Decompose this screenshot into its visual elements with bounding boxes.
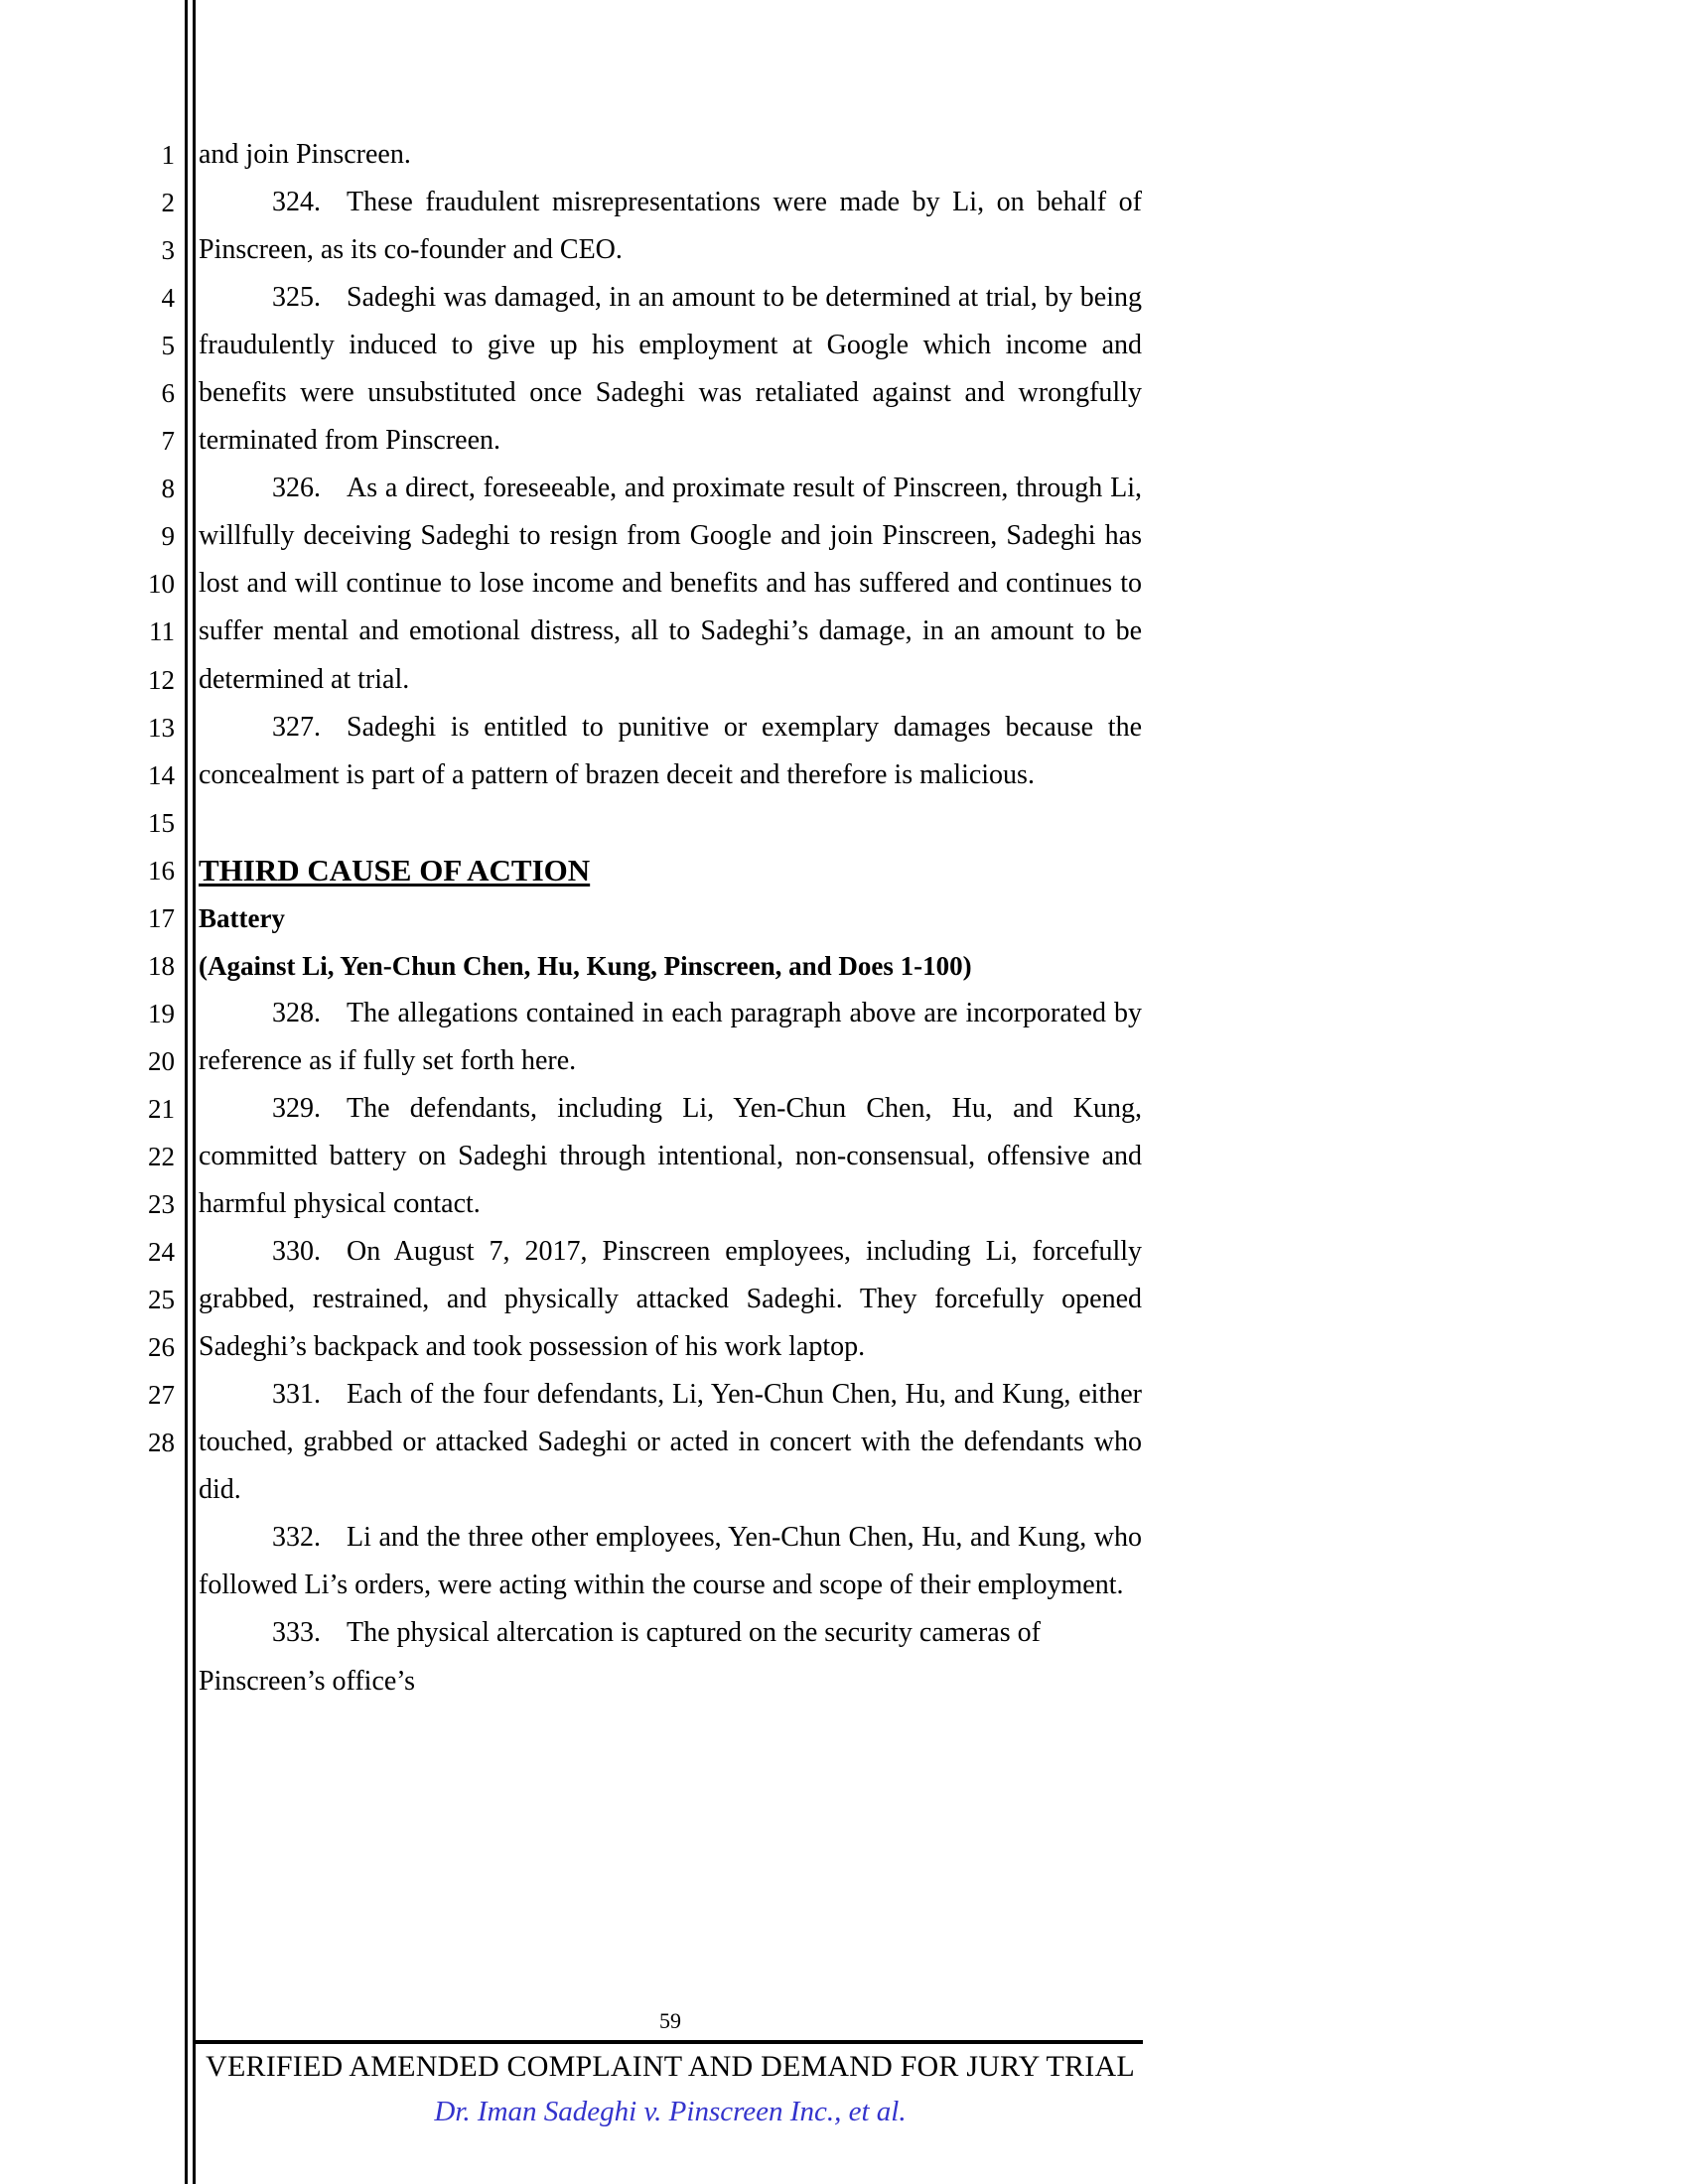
line-number-column (119, 131, 175, 1466)
line-number: 17 (148, 902, 175, 933)
paragraph-331 (199, 1371, 1142, 1514)
paragraph-number: 329. (272, 1092, 321, 1124)
line-number: 11 (149, 616, 175, 647)
line-number: 14 (148, 759, 175, 790)
line-number: 22 (148, 1141, 175, 1171)
line-number: 9 (161, 521, 175, 552)
line-number: 10 (148, 569, 175, 600)
paragraph-number: 331. (272, 1379, 321, 1411)
line-number: 12 (148, 664, 175, 695)
line-number: 3 (161, 235, 175, 266)
paragraph-text: Sadeghi is entitled to punitive or exemplary damages because the concealment is part of a pattern of brazen deceit and therefore is malicious. (199, 711, 1142, 790)
paragraph-text: Li and the three other employees, Yen-Chun Chen, Hu, and Kung, who followed Li’s orders, were acting within the course and scope of their employment. (199, 1522, 1142, 1601)
cause-of-action-subtitle: Battery (199, 902, 285, 933)
line-number: 28 (148, 1428, 175, 1458)
margin-rule-outer (185, 0, 188, 2184)
paragraph-number: 324. (272, 187, 321, 218)
cause-of-action-parties: (Against Li, Yen-Chun Chen, Hu, Kung, Pinscreen, and Does 1-100) (199, 950, 972, 981)
paragraph-text: These fraudulent misrepresentations were made by Li, on behalf of Pinscreen, as its co-founder and CEO. (199, 187, 1142, 266)
line-number: 8 (161, 474, 175, 504)
paragraph-text: Sadeghi was damaged, in an amount to be determined at trial, by being fraudulently induced to give up his employment at Google which income and benefits were unsubstituted once Sadeghi was retaliated against and wrongfully terminated from Pinscreen. (199, 282, 1142, 457)
paragraph-number: 333. (272, 1617, 321, 1649)
margin-rule-inner (193, 0, 196, 2184)
document-body (199, 131, 1142, 1706)
paragraph-text: The physical altercation is captured on the security cameras of Pinscreen’s office’s (199, 1617, 1041, 1697)
paragraph-text: The defendants, including Li, Yen-Chun Chen, Hu, and Kung, committed battery on Sadeghi through intentional, non-consensual, offensive and harmful physical contact. (199, 1092, 1142, 1220)
paragraph-328 (199, 990, 1142, 1085)
line-number: 5 (161, 331, 175, 361)
line-number: 23 (148, 1189, 175, 1220)
line-number: 1 (161, 140, 175, 170)
paragraph-326 (199, 465, 1142, 703)
line-number: 18 (148, 950, 175, 981)
line-number: 6 (161, 378, 175, 409)
line-number: 7 (161, 426, 175, 457)
page-number: 59 (659, 2008, 681, 2033)
paragraph-333 (199, 1609, 1142, 1705)
paragraph-330 (199, 1228, 1142, 1371)
footer-document-title: VERIFIED AMENDED COMPLAINT AND DEMAND FOR JURY TRIAL (206, 2050, 1135, 2083)
line-number: 16 (148, 855, 175, 886)
line-number: 13 (148, 712, 175, 743)
paragraph-number: 330. (272, 1236, 321, 1268)
line-number: 26 (148, 1332, 175, 1363)
paragraph-325 (199, 274, 1142, 465)
paragraph-text: As a direct, foreseeable, and proximate result of Pinscreen, through Li, willfully deceiving Sadeghi to resign from Google and join Pinscreen, Sadeghi has lost and will continue to lose income and benefits and has suffered and continues to suffer mental and emotional distress, all to Sadeghi’s damage, in an amount to be determined at trial. (199, 473, 1142, 695)
paragraph-number: 332. (272, 1522, 321, 1554)
paragraph-text: The allegations contained in each paragraph above are incorporated by reference as if fully set forth here. (199, 997, 1142, 1076)
paragraph-number: 326. (272, 473, 321, 504)
paragraph-327 (199, 704, 1142, 799)
line-number: 24 (148, 1237, 175, 1268)
paragraph-332 (199, 1514, 1142, 1609)
paragraph-number: 327. (272, 711, 321, 743)
blank-line (199, 799, 1142, 847)
paragraph-text: and join Pinscreen. (199, 139, 411, 170)
line-number: 2 (161, 188, 175, 218)
cause-of-action-title: THIRD CAUSE OF ACTION (199, 852, 591, 887)
line-number: 25 (148, 1285, 175, 1315)
line-number: 15 (148, 807, 175, 838)
paragraph-number: 325. (272, 282, 321, 314)
paragraph-324 (199, 179, 1142, 274)
footer-divider (195, 2040, 1143, 2044)
paragraph-text: Each of the four defendants, Li, Yen-Chun Chen, Hu, and Kung, either touched, grabbed or attacked Sadeghi or acted in concert with the defendants who did. (199, 1379, 1142, 1506)
line-number: 27 (148, 1380, 175, 1411)
line-number: 20 (148, 1045, 175, 1076)
footer-case-caption: Dr. Iman Sadeghi v. Pinscreen Inc., et al. (434, 2096, 907, 2127)
line-number: 19 (148, 998, 175, 1028)
paragraph-continuation (199, 131, 1142, 179)
paragraph-number: 328. (272, 997, 321, 1028)
paragraph-329 (199, 1085, 1142, 1228)
paragraph-text: On August 7, 2017, Pinscreen employees, including Li, forcefully grabbed, restrained, and physically attacked Sadeghi. They forcefully opened Sadeghi’s backpack and took possession of his work laptop. (199, 1236, 1142, 1363)
line-number: 21 (148, 1093, 175, 1124)
line-number: 4 (161, 283, 175, 314)
